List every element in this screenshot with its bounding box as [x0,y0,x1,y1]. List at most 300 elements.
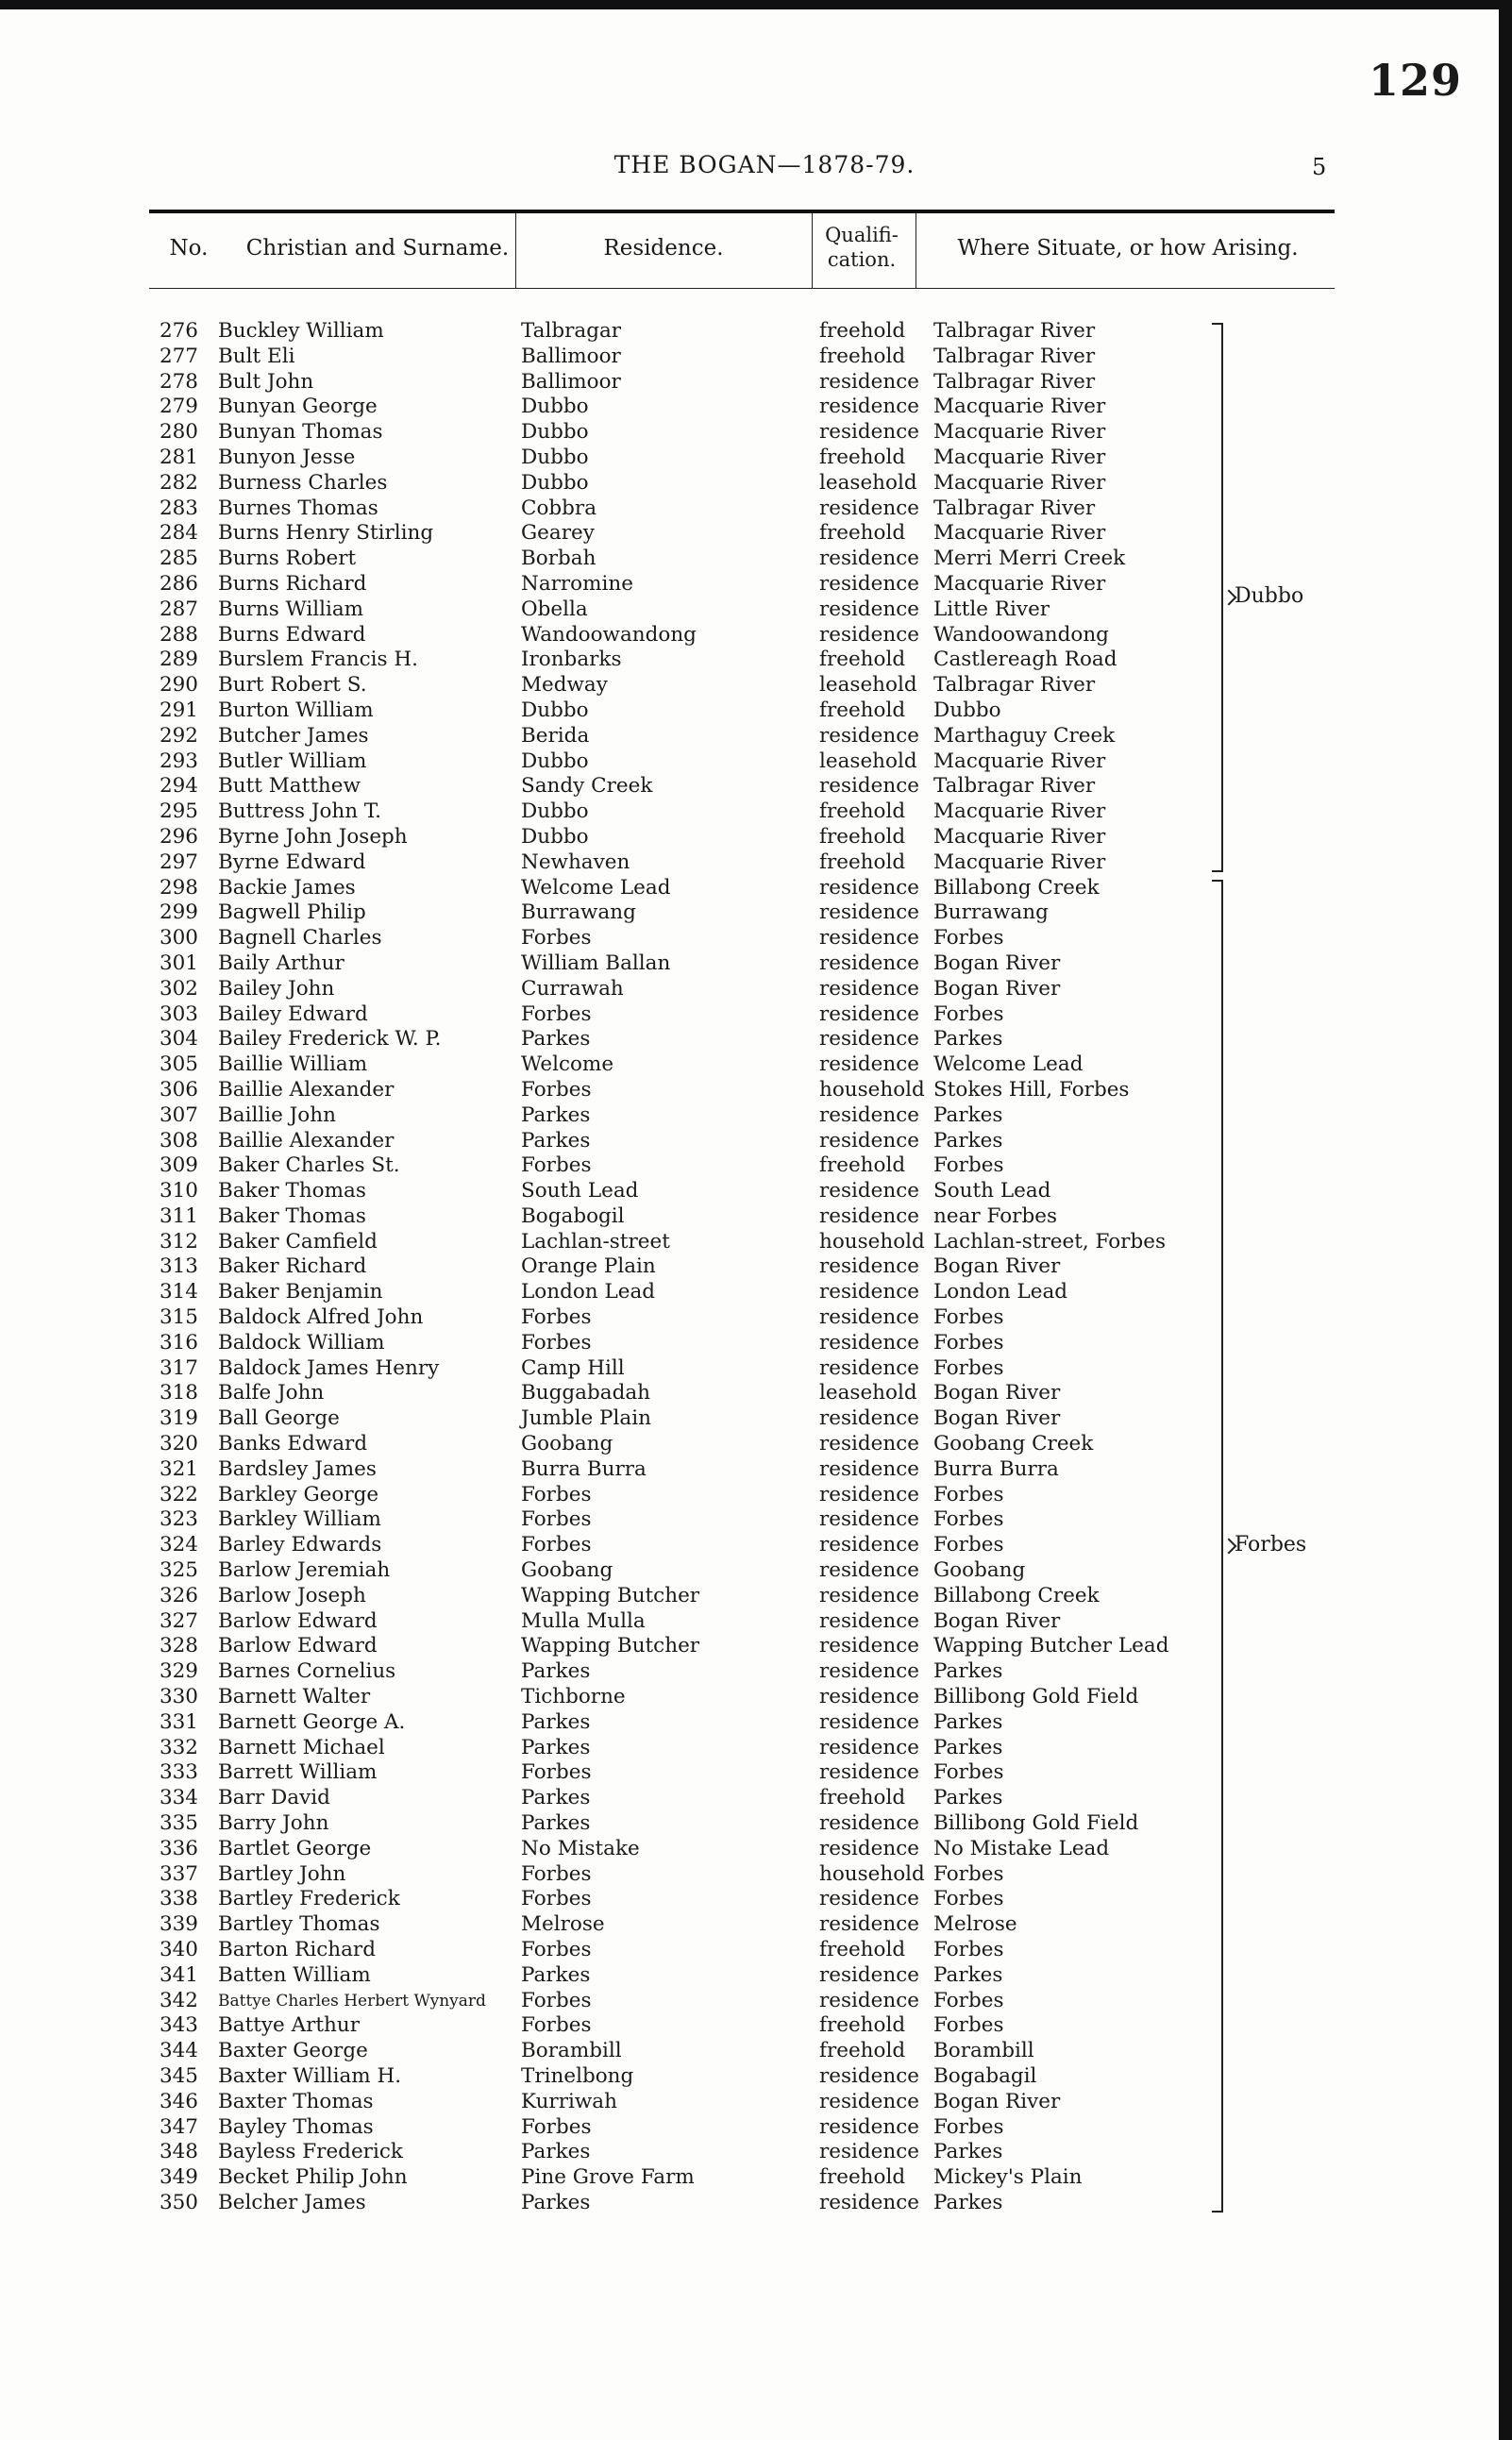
entry-where-situate: near Forbes [933,1203,1057,1228]
entry-where-situate: Marthaguy Creek [933,723,1116,748]
entry-name: Baxter William H. [218,2063,402,2088]
entry-qualification: household [819,1861,925,1886]
entry-where-situate: Billibong Gold Field [933,1685,1139,1709]
entry-name: Becket Philip John [218,2165,408,2190]
table-row [0,623,1227,648]
entry-residence: Talbragar [521,319,622,343]
entry-residence: Forbes [521,1305,592,1330]
table-row [0,1837,1227,1862]
entry-number: 307 [159,1102,198,1127]
entry-where-situate: Mickey's Plain [933,2165,1083,2190]
entry-qualification: freehold [819,521,906,546]
entry-number: 350 [159,2190,198,2214]
entry-where-situate: Talbragar River [933,496,1096,520]
entry-name: Burton William [218,698,374,722]
table-row [0,1331,1227,1356]
table-row [0,420,1227,446]
entry-number: 341 [159,1962,198,1987]
entry-number: 321 [159,1456,198,1481]
entry-number: 309 [159,1153,198,1178]
entry-residence: Trinelbong [521,2063,634,2088]
entry-where-situate: Forbes [933,1938,1004,1961]
entry-number: 337 [159,1861,198,1886]
entry-residence: Bogabogil [521,1203,625,1228]
entry-name: Bunyon Jesse [218,445,356,469]
entry-name: Bult Eli [218,344,295,368]
entry-name: Barton Richard [218,1938,376,1961]
entry-name: Bult John [218,369,314,394]
entry-name: Baker Richard [218,1254,367,1279]
entry-number: 305 [159,1052,198,1077]
entry-qualification: residence [819,2190,920,2214]
entry-name: Barry John [218,1811,329,1836]
entry-where-situate: Parkes [933,1102,1003,1127]
entry-where-situate: No Mistake Lead [933,1836,1110,1860]
table-row [0,1634,1227,1659]
entry-number: 299 [159,900,198,925]
entry-where-situate: Forbes [933,2013,1004,2038]
entry-number: 342 [159,1988,198,2012]
entry-number: 339 [159,1912,198,1937]
entry-where-situate: Forbes [933,926,1004,951]
table-row [0,1230,1227,1255]
table-row [0,1280,1227,1305]
entry-qualification: residence [819,1001,920,1026]
entry-name: Bartley Thomas [218,1912,380,1937]
entry-name: Banks Edward [218,1432,368,1456]
entry-number: 301 [159,951,198,975]
entry-where-situate: Talbragar River [933,673,1096,698]
entry-name: Baker Thomas [218,1179,366,1203]
entry-where-situate: Stokes Hill, Forbes [933,1077,1130,1102]
table-row [0,2191,1227,2216]
entry-name: Baldock James Henry [218,1355,440,1380]
scan-edge-top [0,0,1512,9]
entry-name: Butler William [218,749,367,773]
entry-where-situate: Forbes [933,1988,1004,2012]
entry-where-situate: Parkes [933,2140,1003,2164]
entry-residence: Forbes [521,1861,592,1886]
entry-where-situate: Bogan River [933,1608,1061,1633]
entry-qualification: residence [819,2089,920,2113]
entry-name: Backie James [218,875,356,900]
entry-number: 328 [159,1634,198,1658]
entry-where-situate: Wandoowandong [933,622,1109,647]
entry-where-situate: Parkes [933,1786,1003,1810]
entry-residence: Forbes [521,1077,592,1102]
running-title: THE BOGAN—1878-79. [613,151,916,178]
entry-number: 288 [159,622,198,647]
scan-edge-right [1499,0,1512,2440]
entry-number: 315 [159,1305,198,1330]
entry-where-situate: Forbes [933,1305,1004,1330]
entry-name: Bailey John [218,976,335,1001]
table-row [0,673,1227,698]
entry-name: Baker Benjamin [218,1280,383,1304]
entry-name: Bailey Frederick W. P. [218,1027,442,1052]
entry-where-situate: Parkes [933,1709,1003,1734]
table-row [0,1179,1227,1204]
table-row [0,2039,1227,2064]
entry-name: Bayley Thomas [218,2114,374,2139]
entry-number: 289 [159,648,198,672]
entry-residence: Dubbo [521,749,589,773]
entry-number: 331 [159,1709,198,1734]
entry-residence: Parkes [521,1659,591,1684]
entry-residence: Forbes [521,926,592,951]
entry-qualification: freehold [819,698,906,722]
table-row [0,521,1227,547]
entry-where-situate: Talbragar River [933,369,1096,394]
entry-where-situate: Macquarie River [933,420,1106,445]
entry-residence: Parkes [521,1735,591,1759]
entry-residence: South Lead [521,1179,639,1203]
entry-where-situate: Talbragar River [933,774,1096,799]
entry-residence: Parkes [521,1962,591,1987]
entry-residence: Dubbo [521,470,589,495]
entry-qualification: residence [819,622,920,647]
entry-qualification: residence [819,1685,920,1709]
entry-number: 297 [159,850,198,874]
entry-where-situate: Wapping Butcher Lead [933,1634,1169,1658]
entry-number: 281 [159,445,198,469]
table-row [0,1483,1227,1508]
entry-qualification: leasehold [819,749,917,773]
entry-qualification: residence [819,1482,920,1506]
entry-qualification: residence [819,1254,920,1279]
entry-residence: Forbes [521,1001,592,1026]
entry-number: 338 [159,1887,198,1911]
entry-where-situate: Parkes [933,1659,1003,1684]
entry-qualification: household [819,1077,925,1102]
entry-number: 323 [159,1507,198,1532]
table-row [0,1406,1227,1432]
table-row [0,698,1227,724]
entry-residence: Dubbo [521,698,589,722]
entry-number: 276 [159,319,198,343]
entry-where-situate: Parkes [933,1962,1003,1987]
entry-residence: Burrawang [521,900,636,925]
entry-where-situate: Macquarie River [933,521,1106,546]
entry-residence: No Mistake [521,1836,640,1860]
entry-residence: Forbes [521,1482,592,1506]
entry-number: 330 [159,1685,198,1709]
entry-residence: Parkes [521,1128,591,1153]
table-row [0,1912,1227,1938]
entry-number: 322 [159,1482,198,1506]
table-row [0,1254,1227,1280]
entry-name: Barnett Walter [218,1685,371,1709]
table-row [0,900,1227,926]
entry-name: Batten William [218,1962,371,1987]
entry-qualification: residence [819,1355,920,1380]
table-row [0,1356,1227,1382]
entry-residence: Forbes [521,1153,592,1178]
entry-name: Bagwell Philip [218,900,366,925]
table-row [0,446,1227,471]
entry-qualification: residence [819,1203,920,1228]
entry-number: 312 [159,1229,198,1254]
header-where-situate: Where Situate, or how Arising. [957,236,1299,261]
entry-where-situate: Forbes [933,1533,1004,1557]
entry-name: Burt Robert S. [218,673,367,698]
table-row [0,395,1227,420]
entry-qualification: household [819,1229,925,1254]
entry-residence: Wapping Butcher [521,1634,700,1658]
entry-name: Burns William [218,597,364,621]
entry-name: Baxter Thomas [218,2089,374,2113]
entry-qualification: residence [819,1280,920,1304]
entry-qualification: residence [819,1533,920,1557]
entry-where-situate: Forbes [933,1507,1004,1532]
table-row [0,1432,1227,1457]
entry-qualification: residence [819,976,920,1001]
entry-where-situate: Macquarie River [933,470,1106,495]
table-row [0,2064,1227,2090]
entry-residence: London Lead [521,1280,656,1304]
entry-where-situate: Billabong Creek [933,875,1100,900]
entry-qualification: residence [819,1406,920,1431]
entry-name: Bardsley James [218,1456,377,1481]
entry-number: 284 [159,521,198,546]
entry-residence: Obella [521,597,588,621]
entry-number: 295 [159,799,198,824]
entry-qualification: residence [819,571,920,596]
entry-number: 343 [159,2013,198,2038]
entry-residence: Dubbo [521,420,589,445]
entry-residence: Forbes [521,1507,592,1532]
header-qualification [814,223,910,272]
entry-number: 296 [159,824,198,849]
entry-qualification: residence [819,1583,920,1607]
entry-name: Baker Camfield [218,1229,378,1254]
entry-where-situate: Macquarie River [933,799,1106,824]
table-row [0,1862,1227,1888]
entry-number: 333 [159,1760,198,1785]
table-row [0,876,1227,901]
table-row [0,496,1227,522]
table-row [0,2165,1227,2191]
table-row [0,1457,1227,1483]
entry-number: 344 [159,2039,198,2063]
entry-where-situate: Forbes [933,1355,1004,1380]
entry-name: Butt Matthew [218,774,361,799]
entry-where-situate: Parkes [933,2190,1003,2214]
entry-where-situate: Bogan River [933,976,1061,1001]
entry-qualification: residence [819,900,920,925]
entry-qualification: leasehold [819,673,917,698]
entry-name: Bartley John [218,1861,346,1886]
entry-number: 336 [159,1836,198,1860]
entry-qualification: freehold [819,2039,906,2063]
entry-name: Byrne John Joseph [218,824,408,849]
entry-number: 300 [159,926,198,951]
entry-residence: Ironbarks [521,648,622,672]
table-row [0,1129,1227,1154]
entry-name: Baily Arthur [218,951,344,975]
entry-name: Barlow Jeremiah [218,1558,391,1583]
entry-where-situate: Dubbo [933,698,1001,722]
header-rule-bottom [149,288,1335,289]
entry-residence: Forbes [521,1330,592,1355]
entry-residence: Forbes [521,1938,592,1961]
entry-residence: Parkes [521,2140,591,2164]
entry-residence: Currawah [521,976,624,1001]
entry-qualification: freehold [819,319,906,343]
entry-residence: Forbes [521,2013,592,2038]
entry-qualification: residence [819,1330,920,1355]
entry-qualification: freehold [819,2165,906,2190]
entry-residence: Newhaven [521,850,630,874]
entry-where-situate: Lachlan-street, Forbes [933,1229,1166,1254]
entry-qualification: residence [819,2114,920,2139]
entry-name: Barnes Cornelius [218,1659,396,1684]
entry-residence: Forbes [521,1887,592,1911]
table-row [0,1685,1227,1710]
entry-where-situate: Forbes [933,1861,1004,1886]
entry-name: Battye Arthur [218,2013,361,2038]
entry-number: 324 [159,1533,198,1557]
entry-where-situate: Welcome Lead [933,1052,1084,1077]
entry-qualification: residence [819,2063,920,2088]
table-row [0,951,1227,977]
entry-qualification: freehold [819,850,906,874]
table-row [0,1963,1227,1989]
entry-qualification: residence [819,1558,920,1583]
table-row [0,724,1227,749]
entry-residence: Melrose [521,1912,605,1937]
entry-number: 292 [159,723,198,748]
entry-residence: William Ballan [521,951,671,975]
entry-where-situate: Bogan River [933,1381,1061,1405]
entry-name: Baxter George [218,2039,368,2063]
entry-residence: Borbah [521,547,596,571]
entry-number: 318 [159,1381,198,1405]
entry-name: Barnett Michael [218,1735,385,1759]
table-row [0,1659,1227,1685]
table-row [0,1736,1227,1761]
entry-number: 310 [159,1179,198,1203]
table-row [0,319,1227,345]
entry-number: 329 [159,1659,198,1684]
entry-residence: Welcome Lead [521,875,671,900]
entry-qualification: residence [819,1179,920,1203]
entry-number: 311 [159,1203,198,1228]
entry-qualification: residence [819,1052,920,1077]
table-row [0,1078,1227,1103]
entry-name: Burns Robert [218,547,357,571]
entry-number: 314 [159,1280,198,1304]
entry-name: Baker Thomas [218,1203,366,1228]
entry-qualification: freehold [819,1938,906,1961]
entry-qualification: residence [819,1608,920,1633]
entry-residence: Berida [521,723,590,748]
table-row [0,749,1227,775]
entry-where-situate: Bogan River [933,951,1061,975]
entry-number: 280 [159,420,198,445]
entry-residence: Forbes [521,1533,592,1557]
entry-where-situate: Borambill [933,2039,1034,2063]
table-row [0,1938,1227,1963]
entry-name: Barkley William [218,1507,381,1532]
entry-name: Battye Charles Herbert Wynyard [218,1991,486,2011]
entry-where-situate: Parkes [933,1128,1003,1153]
entry-name: Baldock Alfred John [218,1305,424,1330]
entry-where-situate: Billabong Creek [933,1583,1100,1607]
entry-where-situate: Parkes [933,1735,1003,1759]
entry-name: Byrne Edward [218,850,366,874]
entry-number: 345 [159,2063,198,2088]
entry-where-situate: Burra Burra [933,1456,1059,1481]
entry-residence: Forbes [521,1760,592,1785]
entry-residence: Dubbo [521,824,589,849]
entry-name: Barley Edwards [218,1533,382,1557]
entry-residence: Forbes [521,2114,592,2139]
entry-where-situate: Forbes [933,1153,1004,1178]
entry-number: 349 [159,2165,198,2190]
entry-residence: Cobbra [521,496,597,520]
entry-name: Baillie Alexander [218,1077,395,1102]
entry-residence: Gearey [521,521,595,546]
entry-number: 327 [159,1608,198,1633]
entry-name: Buckley William [218,319,384,343]
entry-qualification: freehold [819,648,906,672]
entry-where-situate: Forbes [933,1330,1004,1355]
entry-residence: Goobang [521,1558,613,1583]
entry-qualification: residence [819,1887,920,1911]
entry-where-situate: Goobang Creek [933,1432,1094,1456]
entry-where-situate: Forbes [933,1001,1004,1026]
entry-number: 304 [159,1027,198,1052]
brace-dubbo [1208,323,1229,872]
entry-residence: Wandoowandong [521,622,697,647]
header-qualification-line2: cation. [827,248,897,271]
entry-qualification: residence [819,547,920,571]
table-row [0,572,1227,597]
entry-number: 335 [159,1811,198,1836]
entry-number: 279 [159,395,198,419]
table-row [0,1305,1227,1331]
entry-qualification: residence [819,1634,920,1658]
entry-qualification: residence [819,1962,920,1987]
table-row [0,1052,1227,1078]
entry-name: Burns Henry Stirling [218,521,434,546]
entry-where-situate: Talbragar River [933,319,1096,343]
entry-name: Belcher James [218,2190,366,2214]
table-row [0,2140,1227,2165]
entry-qualification: freehold [819,445,906,469]
table-row [0,977,1227,1002]
entry-qualification: residence [819,496,920,520]
entry-qualification: leasehold [819,470,917,495]
entry-qualification: residence [819,1811,920,1836]
entry-number: 308 [159,1128,198,1153]
entry-number: 282 [159,470,198,495]
entry-where-situate: Talbragar River [933,344,1096,368]
entry-residence: Buggabadah [521,1381,650,1405]
table-row [0,648,1227,673]
entry-residence: Welcome [521,1052,614,1077]
entry-name: Bunyan George [218,395,378,419]
entry-qualification: residence [819,951,920,975]
entry-name: Barnett George A. [218,1709,406,1734]
entry-name: Butcher James [218,723,369,748]
entry-qualification: leasehold [819,1381,917,1405]
entry-name: Barr David [218,1786,330,1810]
header-rule-top [149,210,1335,213]
entry-number: 290 [159,673,198,698]
entry-name: Buttress John T. [218,799,381,824]
